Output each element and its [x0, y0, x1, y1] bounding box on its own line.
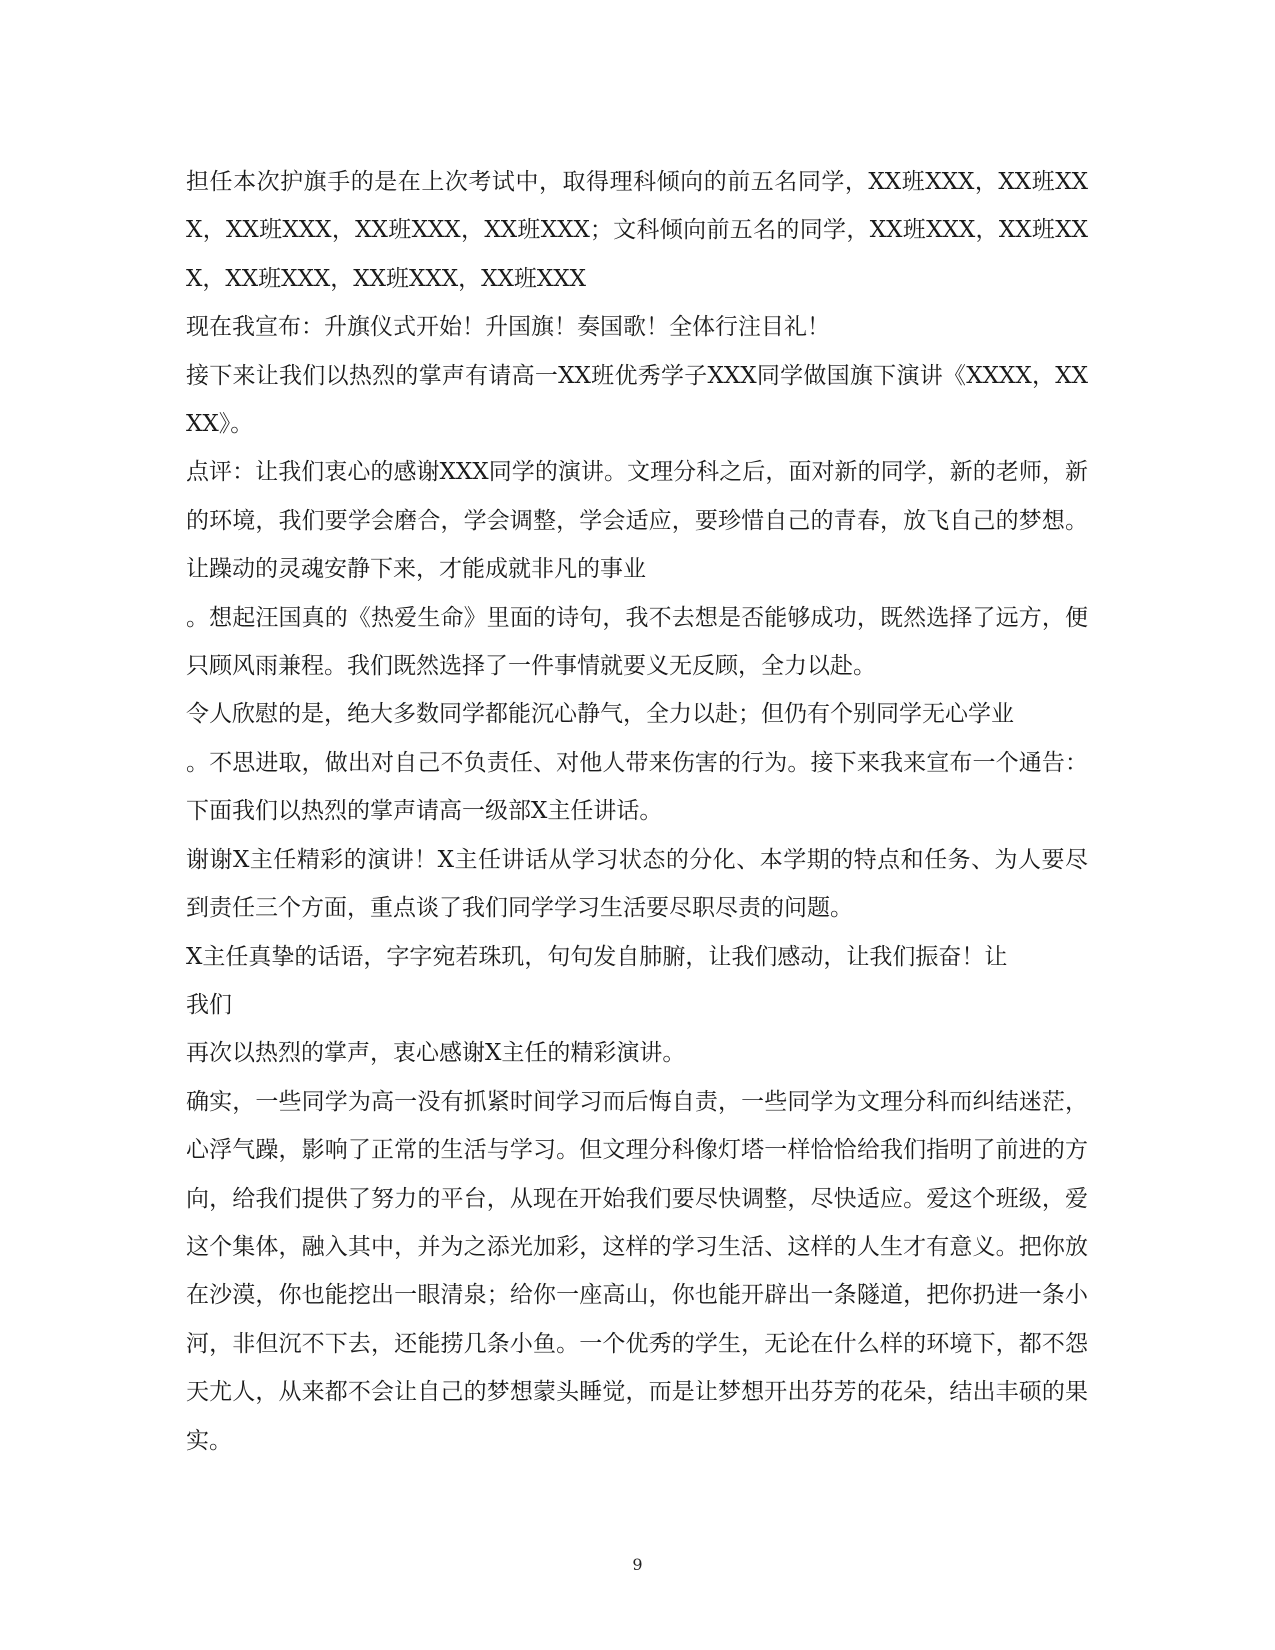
document-body [186, 158, 1088, 1465]
paragraph-applause-again: 再次以热烈的掌声，衷心感谢X主任的精彩演讲。 [186, 1040, 686, 1067]
paragraph-thanks: 谢谢X主任精彩的演讲！X主任讲话从学习状态的分化、本学期的特点和任务、为人要尽到责任三个方面，重点谈了我们同学学习生活要尽职尽责的问题。 [186, 846, 1088, 922]
paragraph-notice: 。不思进取，做出对自己不负责任、对他人带来伤害的行为。接下来我来宣布一个通告： 下面我们以热烈的掌声请高一级部X主任讲话。 [186, 749, 1088, 825]
paragraph-gratified: 令人欣慰的是，绝大多数同学都能沉心静气，全力以赴；但仍有个别同学无心学业 [186, 701, 1014, 728]
paragraph-poem: 。想起汪国真的《热爱生命》里面的诗句，我不去想是否能够成功，既然选择了远方，便只顾风雨兼程。我们既然选择了一件事情就要义无反顾，全力以赴。 [186, 604, 1088, 680]
paragraph-comment: 点评：让我们衷心的感谢XXX同学的演讲。文理分科之后，面对新的同学，新的老师，新的环境，我们要学会磨合，学会调整，学会适应，要珍惜自己的青春，放飞自己的梦想。让躁动的灵魂安静下来，才能成就非凡的事业 [186, 459, 1088, 583]
page-number: 9 [632, 1555, 643, 1574]
paragraph-ceremony-start: 现在我宣布：升旗仪式开始！升国旗！奏国歌！全体行注目礼！ [186, 314, 830, 341]
paragraph-speech-invite: 接下来让我们以热烈的掌声有请高一XX班优秀学子XXX同学做国旗下演讲《XXXX，XXXX》。 [186, 362, 1088, 438]
paragraph-sincere-words: X主任真挚的话语，字字宛若珠玑，句句发自肺腑，让我们感动，让我们振奋！让 [186, 943, 1008, 970]
paragraph-us: 我们 [186, 991, 232, 1018]
paragraph-flag-guards: 担任本次护旗手的是在上次考试中，取得理科倾向的前五名同学，XX班XXX，XX班XXX，XX班XXX，XX班XXX，XX班XXX；文科倾向前五名的同学，XX班XXX，XX班XXX，XX班XXX，XX班XXX，XX班XXX [186, 169, 1088, 292]
paragraph-indeed: 确实，一些同学为高一没有抓紧时间学习而后悔自责，一些同学为文理分科而纠结迷茫，心浮气躁，影响了正常的生活与学习。但文理分科像灯塔一样恰恰给我们指明了前进的方向，给我们提供了努力的平台，从现在开始我们要尽快调整，尽快适应。爱这个班级，爱这个集体，融入其中，并为之添光加彩，这样的学习生活、这样的人生才有意义。把你放在沙漠，你也能挖出一眼清泉；给你一座高山，你也能开辟出一条隧道，把你扔进一条小河，非但沉不下去，还能捞几条小鱼。一个优秀的学生，无论在什么样的环境下，都不怨天尤人，从来都不会让自己的梦想蒙头睡觉，而是让梦想开出芬芳的花朵，结出丰硕的果实。 [186, 1088, 1088, 1454]
